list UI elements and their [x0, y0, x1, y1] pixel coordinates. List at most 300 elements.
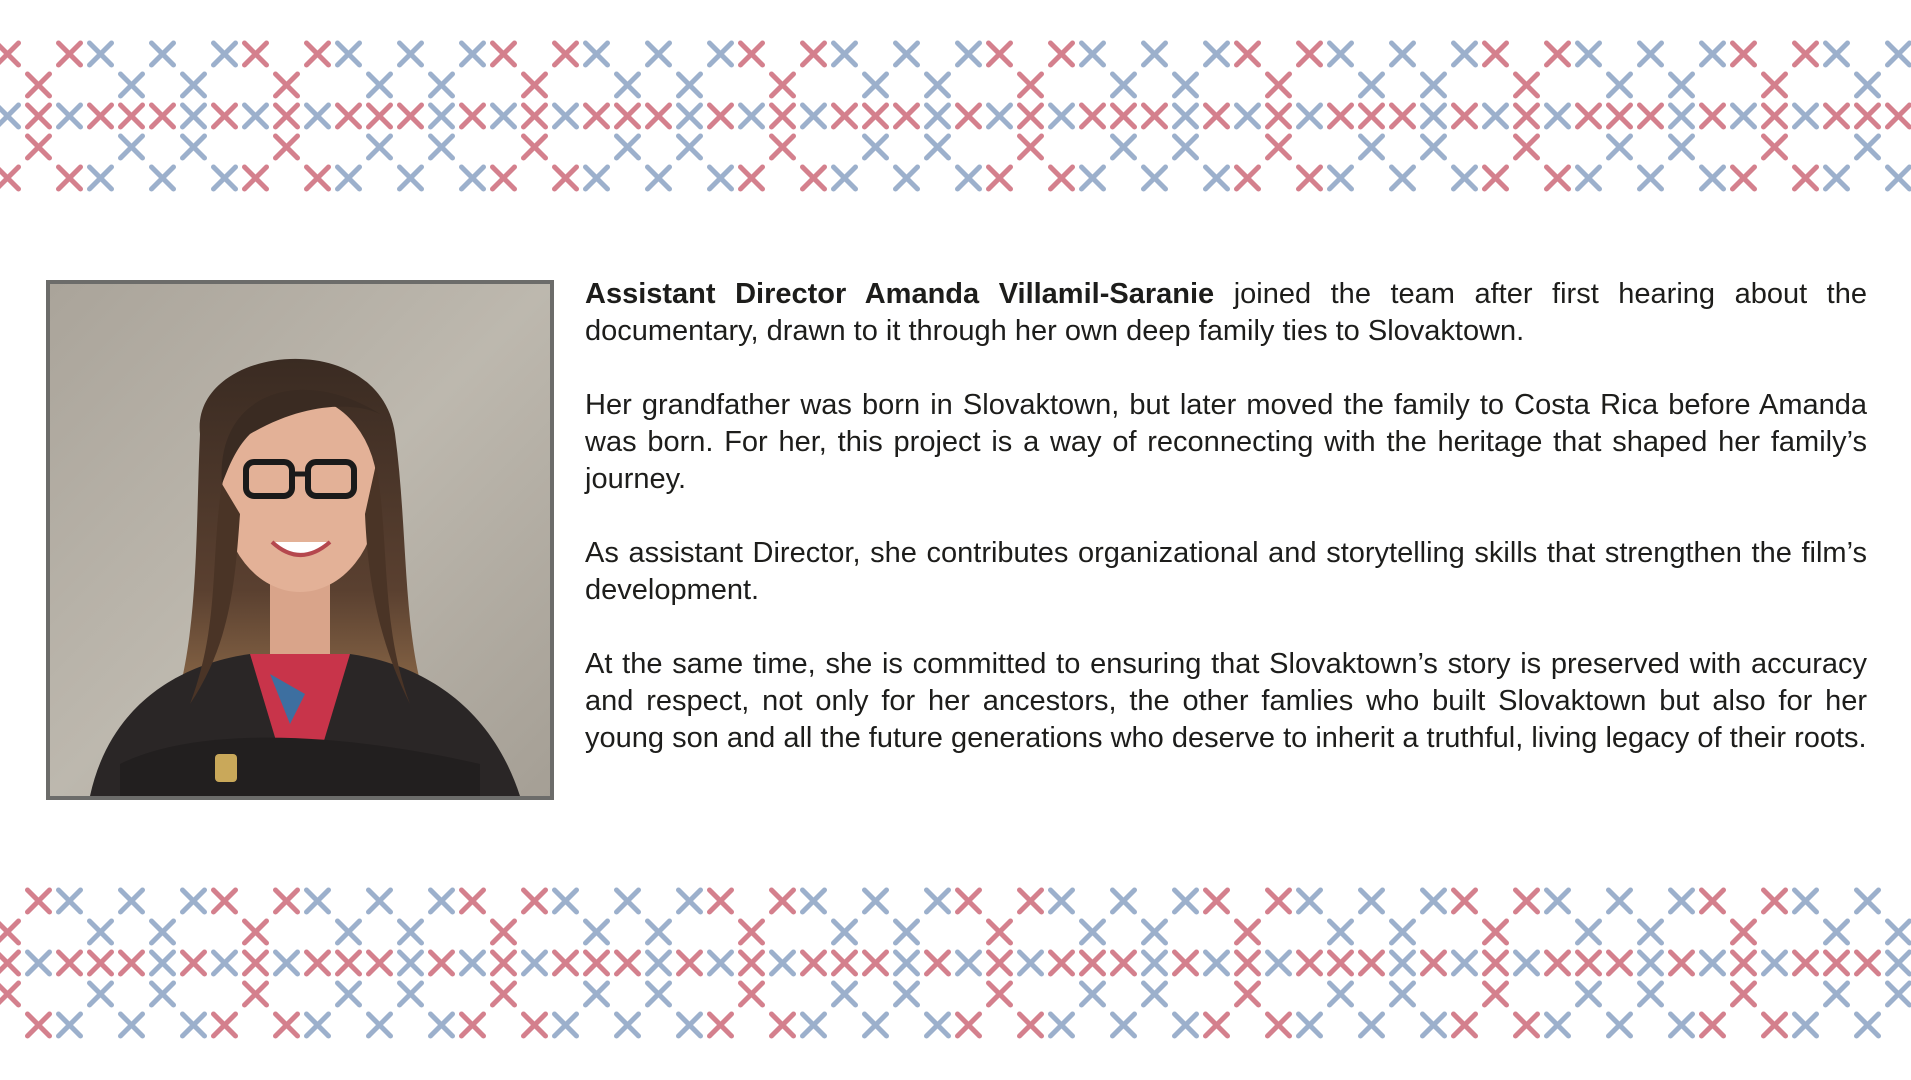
x-stitch-icon	[183, 952, 205, 974]
x-stitch-icon	[865, 1014, 887, 1036]
x-stitch-icon	[803, 43, 825, 65]
x-stitch-icon	[1702, 952, 1724, 974]
x-stitch-icon	[1206, 105, 1228, 127]
x-stitch-icon	[710, 43, 732, 65]
x-stitch-icon	[1609, 136, 1631, 158]
x-stitch-icon	[927, 74, 949, 96]
x-stitch-icon	[586, 983, 608, 1005]
x-stitch-icon	[958, 43, 980, 65]
x-stitch-icon	[1268, 890, 1290, 912]
x-stitch-icon	[1795, 1014, 1817, 1036]
x-stitch-icon	[803, 105, 825, 127]
x-stitch-icon	[90, 952, 112, 974]
x-stitch-icon	[1020, 74, 1042, 96]
x-stitch-icon	[617, 136, 639, 158]
x-stitch-icon	[121, 1014, 143, 1036]
x-stitch-icon	[1609, 105, 1631, 127]
x-stitch-icon	[400, 983, 422, 1005]
x-stitch-icon	[865, 890, 887, 912]
x-stitch-icon	[1764, 105, 1786, 127]
x-stitch-icon	[1857, 1014, 1879, 1036]
x-stitch-icon	[338, 921, 360, 943]
x-stitch-icon	[121, 136, 143, 158]
x-stitch-icon	[0, 983, 19, 1005]
x-stitch-icon	[59, 105, 81, 127]
x-stitch-icon	[462, 952, 484, 974]
x-stitch-icon	[1020, 105, 1042, 127]
x-stitch-icon	[1795, 167, 1817, 189]
x-stitch-icon	[1733, 167, 1755, 189]
x-stitch-icon	[1454, 952, 1476, 974]
x-stitch-icon	[369, 890, 391, 912]
x-stitch-icon	[834, 921, 856, 943]
x-stitch-icon	[555, 1014, 577, 1036]
x-stitch-icon	[958, 1014, 980, 1036]
x-stitch-icon	[896, 43, 918, 65]
x-stitch-icon	[586, 952, 608, 974]
x-stitch-icon	[927, 952, 949, 974]
x-stitch-icon	[245, 921, 267, 943]
x-stitch-icon	[338, 167, 360, 189]
x-stitch-icon	[245, 43, 267, 65]
x-stitch-icon	[1826, 921, 1848, 943]
x-stitch-icon	[214, 1014, 236, 1036]
x-stitch-icon	[59, 43, 81, 65]
x-stitch-icon	[803, 890, 825, 912]
x-stitch-icon	[59, 1014, 81, 1036]
x-stitch-icon	[927, 136, 949, 158]
legacy-paragraph: At the same time, she is committed to ensuring that Slovaktown’s story is preserved with accuracy and respect, not only for her ancestors, the other famlies who built Slovaktown but also for her young son and all the future generations who deserve to inherit a truthful, living legacy of their roots.	[585, 648, 1867, 754]
cross-stitch-border-top	[0, 0, 1911, 232]
x-stitch-icon	[710, 890, 732, 912]
x-stitch-icon	[1175, 136, 1197, 158]
x-stitch-icon	[772, 105, 794, 127]
x-stitch-icon	[245, 105, 267, 127]
x-stitch-icon	[0, 921, 19, 943]
x-stitch-icon	[1082, 983, 1104, 1005]
x-stitch-icon	[152, 921, 174, 943]
x-stitch-icon	[1206, 890, 1228, 912]
x-stitch-icon	[1640, 921, 1662, 943]
x-stitch-icon	[958, 952, 980, 974]
portrait-image	[50, 284, 550, 796]
x-stitch-icon	[1020, 890, 1042, 912]
x-stitch-icon	[679, 105, 701, 127]
x-stitch-icon	[90, 105, 112, 127]
x-stitch-icon	[1795, 890, 1817, 912]
x-stitch-icon	[772, 952, 794, 974]
x-stitch-icon	[493, 983, 515, 1005]
x-stitch-icon	[1423, 105, 1445, 127]
x-stitch-icon	[1330, 921, 1352, 943]
x-stitch-icon	[1206, 1014, 1228, 1036]
x-stitch-icon	[1113, 952, 1135, 974]
x-stitch-icon	[493, 43, 515, 65]
x-stitch-icon	[152, 43, 174, 65]
x-stitch-icon	[1795, 105, 1817, 127]
x-stitch-icon	[1113, 136, 1135, 158]
x-stitch-icon	[617, 74, 639, 96]
x-stitch-icon	[772, 74, 794, 96]
x-stitch-icon	[1826, 952, 1848, 974]
x-stitch-icon	[1702, 167, 1724, 189]
x-stitch-icon	[741, 105, 763, 127]
x-stitch-icon	[1888, 43, 1910, 65]
x-stitch-icon	[1206, 952, 1228, 974]
x-stitch-icon	[245, 167, 267, 189]
x-stitch-icon	[214, 167, 236, 189]
x-stitch-icon	[493, 952, 515, 974]
x-stitch-icon	[1268, 1014, 1290, 1036]
x-stitch-icon	[276, 105, 298, 127]
x-stitch-icon	[462, 105, 484, 127]
x-stitch-icon	[803, 952, 825, 974]
x-stitch-icon	[524, 105, 546, 127]
x-stitch-icon	[1299, 890, 1321, 912]
x-stitch-icon	[1516, 105, 1538, 127]
x-stitch-icon	[586, 43, 608, 65]
x-stitch-icon	[524, 74, 546, 96]
x-stitch-icon	[400, 921, 422, 943]
x-stitch-icon	[1175, 952, 1197, 974]
x-stitch-icon	[1175, 74, 1197, 96]
x-stitch-icon	[1485, 983, 1507, 1005]
x-stitch-icon	[1454, 890, 1476, 912]
x-stitch-icon	[338, 983, 360, 1005]
x-stitch-icon	[1826, 43, 1848, 65]
x-stitch-icon	[462, 43, 484, 65]
x-stitch-icon	[1609, 1014, 1631, 1036]
x-stitch-icon	[1547, 105, 1569, 127]
x-stitch-icon	[1547, 43, 1569, 65]
x-stitch-icon	[431, 136, 453, 158]
bio-text	[585, 276, 1867, 757]
x-stitch-icon	[183, 105, 205, 127]
x-stitch-icon	[369, 74, 391, 96]
x-stitch-icon	[1702, 1014, 1724, 1036]
x-stitch-icon	[741, 167, 763, 189]
x-stitch-icon	[524, 136, 546, 158]
x-stitch-icon	[1888, 921, 1910, 943]
x-stitch-icon	[1640, 983, 1662, 1005]
x-stitch-icon	[648, 983, 670, 1005]
x-stitch-icon	[1671, 105, 1693, 127]
x-stitch-icon	[121, 105, 143, 127]
x-stitch-icon	[1144, 921, 1166, 943]
x-stitch-icon	[1423, 890, 1445, 912]
x-stitch-icon	[1237, 983, 1259, 1005]
x-stitch-icon	[586, 105, 608, 127]
x-stitch-icon	[1454, 43, 1476, 65]
x-stitch-icon	[1671, 1014, 1693, 1036]
x-stitch-icon	[1268, 136, 1290, 158]
x-stitch-icon	[121, 952, 143, 974]
x-stitch-icon	[462, 1014, 484, 1036]
x-stitch-icon	[59, 167, 81, 189]
x-stitch-icon	[28, 1014, 50, 1036]
x-stitch-icon	[121, 74, 143, 96]
x-stitch-icon	[1144, 167, 1166, 189]
x-stitch-icon	[1423, 136, 1445, 158]
x-stitch-icon	[1330, 983, 1352, 1005]
x-stitch-icon	[400, 952, 422, 974]
x-stitch-icon	[0, 43, 19, 65]
x-stitch-icon	[1082, 167, 1104, 189]
x-stitch-icon	[1764, 74, 1786, 96]
x-stitch-icon	[493, 167, 515, 189]
x-stitch-icon	[1144, 43, 1166, 65]
x-stitch-icon	[276, 952, 298, 974]
x-stitch-icon	[307, 1014, 329, 1036]
x-stitch-icon	[1888, 167, 1910, 189]
x-stitch-icon	[1051, 167, 1073, 189]
x-stitch-icon	[1361, 952, 1383, 974]
x-stitch-icon	[1578, 921, 1600, 943]
x-stitch-icon	[679, 890, 701, 912]
x-stitch-icon	[524, 890, 546, 912]
x-stitch-icon	[431, 105, 453, 127]
x-stitch-icon	[307, 952, 329, 974]
portrait-photo	[46, 280, 554, 800]
x-stitch-icon	[1113, 105, 1135, 127]
x-stitch-icon	[369, 952, 391, 974]
x-stitch-icon	[1578, 983, 1600, 1005]
x-stitch-icon	[183, 1014, 205, 1036]
x-stitch-icon	[369, 136, 391, 158]
x-stitch-icon	[555, 105, 577, 127]
x-stitch-icon	[400, 43, 422, 65]
x-stitch-icon	[1578, 105, 1600, 127]
x-stitch-icon	[245, 983, 267, 1005]
x-stitch-icon	[1361, 105, 1383, 127]
x-stitch-icon	[276, 136, 298, 158]
x-stitch-icon	[1237, 952, 1259, 974]
x-stitch-icon	[1857, 890, 1879, 912]
x-stitch-icon	[1733, 921, 1755, 943]
x-stitch-icon	[1764, 890, 1786, 912]
x-stitch-icon	[1020, 1014, 1042, 1036]
x-stitch-icon	[989, 952, 1011, 974]
x-stitch-icon	[1640, 952, 1662, 974]
x-stitch-icon	[679, 74, 701, 96]
x-stitch-icon	[1423, 952, 1445, 974]
x-stitch-icon	[493, 105, 515, 127]
x-stitch-icon	[1888, 983, 1910, 1005]
x-stitch-icon	[1423, 74, 1445, 96]
x-stitch-icon	[1671, 952, 1693, 974]
x-stitch-icon	[1082, 952, 1104, 974]
intro-paragraph	[585, 276, 1867, 350]
x-stitch-icon	[1392, 983, 1414, 1005]
x-stitch-icon	[1764, 1014, 1786, 1036]
x-stitch-icon	[1547, 1014, 1569, 1036]
x-stitch-icon	[865, 105, 887, 127]
x-stitch-icon	[1516, 890, 1538, 912]
x-stitch-icon	[1392, 105, 1414, 127]
x-stitch-icon	[245, 952, 267, 974]
x-stitch-icon	[307, 105, 329, 127]
x-stitch-icon	[1392, 43, 1414, 65]
x-stitch-icon	[183, 136, 205, 158]
x-stitch-icon	[90, 167, 112, 189]
x-stitch-icon	[1485, 105, 1507, 127]
x-stitch-icon	[865, 952, 887, 974]
cross-stitch-pattern	[0, 846, 1911, 1080]
x-stitch-icon	[617, 105, 639, 127]
x-stitch-icon	[493, 921, 515, 943]
x-stitch-icon	[59, 890, 81, 912]
cross-stitch-border-bottom	[0, 846, 1911, 1080]
role-paragraph: As assistant Director, she contributes organizational and storytelling skills that strengthen the film’s development.	[585, 537, 1867, 606]
x-stitch-icon	[1733, 105, 1755, 127]
x-stitch-icon	[772, 1014, 794, 1036]
x-stitch-icon	[1237, 105, 1259, 127]
x-stitch-icon	[1826, 167, 1848, 189]
x-stitch-icon	[1702, 890, 1724, 912]
x-stitch-icon	[555, 43, 577, 65]
x-stitch-icon	[1485, 43, 1507, 65]
x-stitch-icon	[1361, 136, 1383, 158]
x-stitch-icon	[989, 105, 1011, 127]
x-stitch-icon	[1330, 952, 1352, 974]
x-stitch-icon	[1299, 167, 1321, 189]
x-stitch-icon	[90, 43, 112, 65]
x-stitch-icon	[28, 74, 50, 96]
x-stitch-icon	[834, 105, 856, 127]
x-stitch-icon	[1392, 167, 1414, 189]
x-stitch-icon	[555, 890, 577, 912]
x-stitch-icon	[896, 921, 918, 943]
x-stitch-icon	[1144, 952, 1166, 974]
x-stitch-icon	[1051, 890, 1073, 912]
x-stitch-icon	[1113, 890, 1135, 912]
x-stitch-icon	[1547, 952, 1569, 974]
x-stitch-icon	[865, 136, 887, 158]
x-stitch-icon	[1361, 890, 1383, 912]
x-stitch-icon	[1237, 43, 1259, 65]
x-stitch-icon	[555, 952, 577, 974]
x-stitch-icon	[1206, 43, 1228, 65]
x-stitch-icon	[989, 43, 1011, 65]
x-stitch-icon	[1888, 105, 1910, 127]
x-stitch-icon	[1640, 43, 1662, 65]
x-stitch-icon	[431, 890, 453, 912]
x-stitch-icon	[834, 983, 856, 1005]
x-stitch-icon	[431, 952, 453, 974]
x-stitch-icon	[1609, 952, 1631, 974]
x-stitch-icon	[648, 43, 670, 65]
x-stitch-icon	[648, 952, 670, 974]
x-stitch-icon	[1299, 952, 1321, 974]
x-stitch-icon	[152, 167, 174, 189]
x-stitch-icon	[896, 983, 918, 1005]
x-stitch-icon	[1454, 1014, 1476, 1036]
x-stitch-icon	[772, 136, 794, 158]
x-stitch-icon	[1733, 983, 1755, 1005]
x-stitch-icon	[1609, 74, 1631, 96]
x-stitch-icon	[1702, 105, 1724, 127]
x-stitch-icon	[958, 890, 980, 912]
x-stitch-icon	[958, 105, 980, 127]
x-stitch-icon	[803, 167, 825, 189]
cross-stitch-pattern	[0, 0, 1911, 232]
intro-text: joined the team after first hearing about the documentary, drawn to it through her own deep family ties to Slovaktown.	[585, 278, 1867, 347]
x-stitch-icon	[1144, 105, 1166, 127]
x-stitch-icon	[1547, 167, 1569, 189]
x-stitch-icon	[617, 1014, 639, 1036]
x-stitch-icon	[152, 952, 174, 974]
x-stitch-icon	[1051, 105, 1073, 127]
x-stitch-icon	[586, 167, 608, 189]
x-stitch-icon	[679, 952, 701, 974]
x-stitch-icon	[0, 952, 19, 974]
x-stitch-icon	[1020, 136, 1042, 158]
x-stitch-icon	[803, 1014, 825, 1036]
x-stitch-icon	[896, 167, 918, 189]
x-stitch-icon	[927, 890, 949, 912]
x-stitch-icon	[1330, 43, 1352, 65]
x-stitch-icon	[1733, 43, 1755, 65]
x-stitch-icon	[152, 105, 174, 127]
x-stitch-icon	[1609, 890, 1631, 912]
x-stitch-icon	[307, 167, 329, 189]
x-stitch-icon	[1516, 136, 1538, 158]
x-stitch-icon	[1857, 105, 1879, 127]
x-stitch-icon	[1485, 167, 1507, 189]
x-stitch-icon	[1113, 1014, 1135, 1036]
x-stitch-icon	[1268, 952, 1290, 974]
x-stitch-icon	[1547, 890, 1569, 912]
x-stitch-icon	[741, 952, 763, 974]
x-stitch-icon	[214, 105, 236, 127]
x-stitch-icon	[1516, 1014, 1538, 1036]
x-stitch-icon	[648, 105, 670, 127]
x-stitch-icon	[648, 167, 670, 189]
x-stitch-icon	[400, 167, 422, 189]
x-stitch-icon	[276, 74, 298, 96]
x-stitch-icon	[369, 1014, 391, 1036]
x-stitch-icon	[1051, 43, 1073, 65]
x-stitch-icon	[1299, 1014, 1321, 1036]
x-stitch-icon	[1144, 983, 1166, 1005]
x-stitch-icon	[1516, 952, 1538, 974]
x-stitch-icon	[834, 167, 856, 189]
x-stitch-icon	[1578, 167, 1600, 189]
x-stitch-icon	[1361, 1014, 1383, 1036]
x-stitch-icon	[1082, 921, 1104, 943]
x-stitch-icon	[0, 105, 19, 127]
x-stitch-icon	[555, 167, 577, 189]
x-stitch-icon	[865, 74, 887, 96]
x-stitch-icon	[431, 1014, 453, 1036]
x-stitch-icon	[1330, 105, 1352, 127]
x-stitch-icon	[586, 921, 608, 943]
x-stitch-icon	[1733, 952, 1755, 974]
x-stitch-icon	[1857, 74, 1879, 96]
x-stitch-icon	[1361, 74, 1383, 96]
x-stitch-icon	[276, 890, 298, 912]
person-name: Assistant Director Amanda Villamil-Saranie	[585, 278, 1215, 310]
x-stitch-icon	[896, 952, 918, 974]
x-stitch-icon	[1175, 1014, 1197, 1036]
x-stitch-icon	[710, 167, 732, 189]
x-stitch-icon	[1857, 136, 1879, 158]
x-stitch-icon	[1485, 952, 1507, 974]
x-stitch-icon	[1640, 167, 1662, 189]
x-stitch-icon	[896, 105, 918, 127]
x-stitch-icon	[679, 1014, 701, 1036]
x-stitch-icon	[462, 890, 484, 912]
